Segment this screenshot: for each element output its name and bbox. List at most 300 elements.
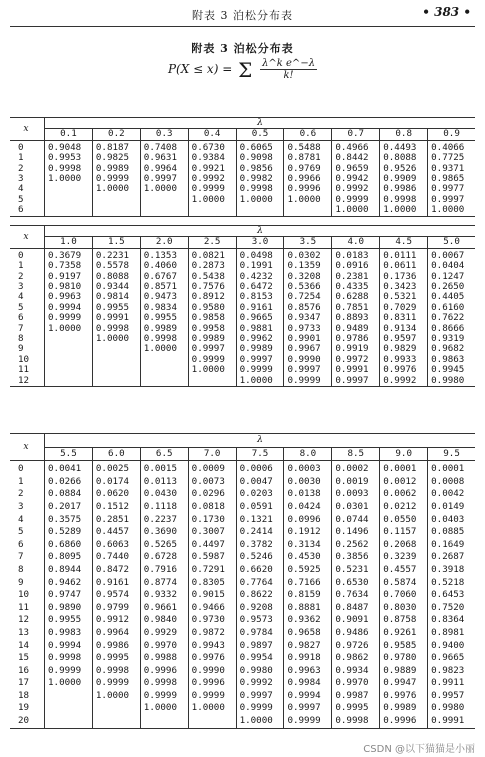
probability-cell: 0.6288 — [332, 292, 380, 302]
probability-cell: 0.9921 — [188, 164, 236, 174]
probability-cell: 0.3782 — [236, 539, 284, 552]
probability-cell: 0.9998 — [92, 665, 140, 678]
probability-cell: 0.9954 — [236, 652, 284, 665]
lambda-column-header: 9.0 — [380, 447, 428, 461]
probability-cell: 0.9840 — [140, 614, 188, 627]
probability-cell: 0.9730 — [188, 614, 236, 627]
table-row — [10, 702, 475, 715]
probability-cell: 0.1912 — [284, 526, 332, 539]
probability-cell: 0.0744 — [332, 514, 380, 527]
probability-cell: 0.9977 — [431, 183, 465, 195]
probability-cell — [92, 376, 140, 387]
probability-cell: 0.9989 — [380, 702, 428, 715]
probability-cell: 0.9631 — [140, 153, 188, 163]
probability-cell: 0.0001 — [431, 463, 465, 475]
lambda-column-header: 0.4 — [188, 129, 236, 140]
probability-cell: 0.6065 — [236, 140, 284, 153]
probability-cell: 0.2851 — [92, 514, 140, 527]
probability-cell: 0.9983 — [45, 627, 93, 640]
probability-cell: 0.7520 — [431, 601, 465, 613]
probability-cell — [188, 205, 236, 216]
x-value: 5 — [10, 303, 45, 313]
probability-cell: 0.9999 — [284, 376, 332, 387]
probability-cell: 0.9574 — [92, 589, 140, 602]
probability-cell: 0.9665 — [431, 652, 465, 664]
probability-cell: 0.8364 — [431, 614, 465, 626]
probability-cell: 0.9980 — [236, 665, 284, 678]
probability-cell: 0.9726 — [332, 640, 380, 653]
lambda-column-header: 9.5 — [428, 447, 475, 461]
lambda-column-header: 4.0 — [332, 237, 380, 248]
probability-cell: 0.9996 — [284, 184, 332, 194]
probability-cell: 0.0015 — [140, 461, 188, 476]
lambda-column-header: 8.0 — [284, 447, 332, 461]
lambda-column-header: 7.5 — [236, 447, 284, 461]
probability-cell: 0.9912 — [92, 614, 140, 627]
probability-cell: 0.9999 — [188, 355, 236, 365]
probability-cell: 0.8912 — [188, 292, 236, 302]
probability-cell: 0.9863 — [431, 353, 465, 365]
probability-cell: 0.9988 — [140, 652, 188, 665]
probability-cell: 0.9955 — [92, 303, 140, 313]
probability-cell: 0.5925 — [284, 564, 332, 577]
probability-cell: 0.9919 — [332, 344, 380, 354]
probability-cell: 0.9989 — [188, 334, 236, 344]
probability-cell: 0.9197 — [45, 272, 93, 282]
probability-cell: 0.4405 — [431, 291, 465, 303]
probability-cell: 0.9990 — [188, 665, 236, 678]
probability-cell: 0.9955 — [140, 313, 188, 323]
probability-cell: 0.0203 — [236, 488, 284, 501]
probability-cell — [45, 702, 93, 715]
probability-cell — [188, 376, 236, 387]
probability-cell: 0.9986 — [92, 640, 140, 653]
probability-cell — [45, 690, 93, 703]
probability-cell: 0.9970 — [140, 640, 188, 653]
probability-cell: 0.9371 — [431, 162, 465, 174]
probability-cell: 0.9997 — [236, 690, 284, 703]
probability-cell: 0.9661 — [140, 602, 188, 615]
probability-cell: 0.0821 — [188, 248, 236, 261]
probability-cell: 0.7851 — [332, 303, 380, 313]
probability-cell: 0.0424 — [284, 501, 332, 514]
probability-cell: 0.6453 — [431, 589, 465, 601]
probability-cell — [92, 365, 140, 375]
probability-cell: 0.9992 — [380, 376, 428, 387]
table-row — [10, 602, 475, 615]
probability-cell — [236, 205, 284, 216]
probability-cell: 0.9987 — [332, 690, 380, 703]
probability-cell: 0.2237 — [140, 514, 188, 527]
poisson-formula — [0, 58, 485, 88]
x-value: 3 — [10, 501, 45, 514]
probability-cell: 0.9990 — [284, 355, 332, 365]
probability-cell: 0.1359 — [284, 261, 332, 271]
probability-cell: 0.9526 — [380, 164, 428, 174]
probability-cell: 0.9972 — [332, 355, 380, 365]
probability-cell: 0.0047 — [236, 476, 284, 489]
probability-cell — [45, 715, 93, 728]
probability-cell: 0.5874 — [380, 577, 428, 590]
probability-cell: 1.0000 — [188, 365, 236, 375]
probability-cell: 0.8893 — [332, 313, 380, 323]
x-value: 7 — [10, 551, 45, 564]
probability-cell: 0.9780 — [380, 652, 428, 665]
probability-cell: 0.9998 — [332, 715, 380, 728]
probability-cell — [140, 376, 188, 387]
probability-cell: 0.8442 — [332, 153, 380, 163]
probability-cell — [92, 195, 140, 205]
lambda-column-header: 0.6 — [284, 129, 332, 140]
probability-cell: 0.0002 — [332, 461, 380, 476]
probability-cell: 0.9989 — [140, 324, 188, 334]
probability-cell: 0.5438 — [188, 272, 236, 282]
probability-cell: 0.0591 — [236, 501, 284, 514]
probability-cell: 0.8622 — [236, 589, 284, 602]
probability-cell: 0.9489 — [332, 324, 380, 334]
probability-cell: 0.9814 — [92, 292, 140, 302]
probability-cell: 0.0113 — [140, 476, 188, 489]
formula-numerator: λ^k e^−λ — [262, 58, 316, 69]
probability-cell: 0.8088 — [380, 153, 428, 163]
probability-cell: 0.9999 — [236, 365, 284, 375]
x-value: 4 — [10, 514, 45, 527]
probability-cell: 0.0001 — [380, 461, 428, 476]
probability-cell: 0.9091 — [332, 614, 380, 627]
probability-cell: 0.6728 — [140, 551, 188, 564]
probability-cell: 0.9998 — [92, 324, 140, 334]
probability-cell: 0.2017 — [45, 501, 93, 514]
probability-cell: 0.8944 — [45, 564, 93, 577]
lambda-header: λ — [45, 226, 476, 237]
probability-cell: 0.9955 — [45, 614, 93, 627]
probability-cell: 0.2231 — [92, 248, 140, 261]
probability-cell: 0.0996 — [284, 514, 332, 527]
probability-cell: 0.9994 — [45, 303, 93, 313]
probability-cell: 0.0093 — [332, 488, 380, 501]
probability-cell: 1.0000 — [45, 324, 93, 334]
probability-cell: 0.9319 — [431, 333, 465, 345]
lambda-column-header: 0.8 — [380, 129, 428, 140]
probability-cell: 0.0006 — [236, 461, 284, 476]
probability-cell: 0.9998 — [45, 164, 93, 174]
probability-cell: 0.9933 — [380, 355, 428, 365]
probability-cell: 0.0404 — [431, 260, 465, 272]
probability-cell: 0.9161 — [92, 577, 140, 590]
probability-cell: 0.5218 — [431, 576, 465, 588]
probability-cell: 0.8881 — [284, 602, 332, 615]
probability-cell: 0.1649 — [431, 538, 465, 550]
probability-cell: 0.5987 — [188, 551, 236, 564]
x-value: 8 — [10, 564, 45, 577]
probability-cell — [45, 184, 93, 194]
probability-cell: 0.0498 — [236, 248, 284, 261]
x-value: 8 — [10, 334, 45, 344]
probability-cell: 0.0042 — [431, 488, 465, 500]
probability-cell: 0.3690 — [140, 526, 188, 539]
probability-cell: 0.9998 — [380, 195, 428, 205]
x-value: 1 — [10, 261, 45, 271]
probability-cell: 1.0000 — [140, 702, 188, 715]
probability-cell: 0.9825 — [92, 153, 140, 163]
poisson-table-3 — [10, 433, 475, 729]
probability-cell: 0.8774 — [140, 577, 188, 590]
x-value: 9 — [10, 344, 45, 354]
probability-cell: 0.8095 — [45, 551, 93, 564]
probability-cell: 0.9999 — [140, 690, 188, 703]
probability-cell: 0.0111 — [380, 248, 428, 261]
probability-cell: 0.9362 — [284, 614, 332, 627]
x-value: 1 — [10, 153, 45, 163]
probability-cell: 0.0550 — [380, 514, 428, 527]
probability-cell: 0.9585 — [380, 640, 428, 653]
probability-cell: 0.7725 — [431, 152, 465, 164]
probability-cell: 0.9980 — [431, 374, 465, 386]
probability-cell: 0.9964 — [92, 627, 140, 640]
x-value: 1 — [10, 476, 45, 489]
probability-cell — [140, 365, 188, 375]
probability-cell: 1.0000 — [188, 702, 236, 715]
probability-cell: 0.7440 — [92, 551, 140, 564]
probability-cell: 0.9999 — [92, 677, 140, 690]
table-row — [10, 665, 475, 678]
probability-cell: 0.5321 — [380, 292, 428, 302]
probability-cell: 0.7358 — [45, 261, 93, 271]
probability-cell: 0.1730 — [188, 514, 236, 527]
probability-cell: 1.0000 — [236, 376, 284, 387]
probability-cell: 0.9963 — [284, 665, 332, 678]
probability-cell — [45, 365, 93, 375]
x-value: 10 — [10, 355, 45, 365]
probability-cell: 0.9995 — [332, 702, 380, 715]
probability-cell: 0.3918 — [431, 563, 465, 575]
x-value: 6 — [10, 313, 45, 323]
probability-cell: 0.0073 — [188, 476, 236, 489]
probability-cell: 0.8666 — [431, 322, 465, 334]
probability-cell: 0.3856 — [332, 551, 380, 564]
probability-cell: 0.9999 — [45, 665, 93, 678]
lambda-column-header: 0.9 — [428, 129, 475, 140]
probability-cell: 0.9659 — [332, 164, 380, 174]
probability-cell: 0.9957 — [431, 689, 465, 701]
probability-cell: 0.9462 — [45, 577, 93, 590]
x-value: 4 — [10, 184, 45, 194]
lambda-column-header: 1.5 — [92, 237, 140, 248]
lambda-column-header: 1.0 — [45, 237, 93, 248]
poisson-table-2 — [10, 225, 475, 387]
lambda-column-header: 0.1 — [45, 129, 93, 140]
x-value: 3 — [10, 282, 45, 292]
probability-cell: 0.9962 — [236, 334, 284, 344]
probability-cell: 0.5231 — [332, 564, 380, 577]
probability-cell: 0.9982 — [236, 174, 284, 184]
probability-cell — [45, 355, 93, 365]
probability-cell: 0.9994 — [45, 640, 93, 653]
probability-cell: 0.5578 — [92, 261, 140, 271]
table-row — [10, 551, 475, 564]
probability-cell: 0.9999 — [188, 184, 236, 194]
probability-cell: 1.0000 — [431, 204, 465, 216]
probability-cell: 0.0012 — [380, 476, 428, 489]
probability-cell: 0.4497 — [188, 539, 236, 552]
probability-cell: 1.0000 — [332, 205, 380, 216]
probability-cell: 0.9976 — [380, 365, 428, 375]
probability-cell: 0.0019 — [332, 476, 380, 489]
probability-cell: 0.9048 — [45, 140, 93, 153]
lambda-header: λ — [45, 118, 476, 129]
probability-cell: 0.0885 — [431, 526, 465, 538]
probability-cell — [92, 715, 140, 728]
probability-cell: 0.3134 — [284, 539, 332, 552]
probability-cell: 0.0430 — [140, 488, 188, 501]
probability-cell: 0.9784 — [236, 627, 284, 640]
probability-cell: 0.9992 — [332, 184, 380, 194]
probability-cell: 0.7254 — [284, 292, 332, 302]
probability-cell: 0.3423 — [380, 282, 428, 292]
probability-cell: 0.9947 — [380, 677, 428, 690]
table-row — [10, 476, 475, 489]
probability-cell: 0.4335 — [332, 282, 380, 292]
table-row — [10, 627, 475, 640]
probability-cell: 0.2381 — [332, 272, 380, 282]
probability-cell: 0.0611 — [380, 261, 428, 271]
probability-cell: 0.9208 — [236, 602, 284, 615]
probability-cell: 0.9997 — [188, 344, 236, 354]
poisson-table-1 — [10, 117, 475, 217]
lambda-column-header: 3.0 — [236, 237, 284, 248]
x-value: 13 — [10, 627, 45, 640]
probability-cell: 0.1496 — [332, 526, 380, 539]
probability-cell — [92, 205, 140, 216]
lambda-header-row — [10, 434, 475, 448]
x-value: 12 — [10, 614, 45, 627]
x-value: 5 — [10, 195, 45, 205]
probability-cell: 1.0000 — [380, 205, 428, 216]
probability-cell — [45, 195, 93, 205]
probability-cell: 1.0000 — [92, 690, 140, 703]
probability-cell: 1.0000 — [92, 184, 140, 194]
probability-cell: 0.9998 — [140, 334, 188, 344]
probability-cell: 0.0025 — [92, 461, 140, 476]
probability-cell: 0.4966 — [332, 140, 380, 153]
lambda-values-row — [10, 129, 475, 140]
summation-sign: Σ — [238, 58, 253, 82]
x-value: 7 — [10, 324, 45, 334]
probability-cell: 0.1118 — [140, 501, 188, 514]
lambda-column-header: 0.5 — [236, 129, 284, 140]
probability-cell: 0.9934 — [332, 665, 380, 678]
probability-cell: 0.2562 — [332, 539, 380, 552]
probability-cell: 0.7622 — [431, 312, 465, 324]
probability-cell: 0.9991 — [431, 715, 465, 727]
x-header: x — [10, 118, 45, 141]
probability-cell: 0.9996 — [188, 677, 236, 690]
probability-cell: 0.9967 — [284, 344, 332, 354]
probability-cell: 0.6530 — [332, 577, 380, 590]
x-value: 10 — [10, 589, 45, 602]
probability-cell: 0.5289 — [45, 526, 93, 539]
probability-cell: 0.3007 — [188, 526, 236, 539]
probability-cell: 0.9332 — [140, 589, 188, 602]
probability-cell: 0.9999 — [92, 174, 140, 184]
probability-cell: 0.8781 — [284, 153, 332, 163]
x-value: 14 — [10, 640, 45, 653]
probability-cell: 0.0884 — [45, 488, 93, 501]
probability-cell — [45, 376, 93, 387]
probability-cell: 0.2873 — [188, 261, 236, 271]
probability-cell: 0.3208 — [284, 272, 332, 282]
probability-cell: 0.1321 — [236, 514, 284, 527]
probability-cell: 0.4493 — [380, 140, 428, 153]
probability-cell: 0.0296 — [188, 488, 236, 501]
lambda-column-header: 0.2 — [92, 129, 140, 140]
probability-cell: 0.9344 — [92, 282, 140, 292]
probability-cell: 0.9834 — [140, 303, 188, 313]
probability-cell: 0.0818 — [188, 501, 236, 514]
probability-cell: 1.0000 — [45, 174, 93, 184]
probability-cell: 0.5265 — [140, 539, 188, 552]
probability-cell: 0.9810 — [45, 282, 93, 292]
table-row — [10, 589, 475, 602]
probability-cell: 0.2414 — [236, 526, 284, 539]
probability-cell: 0.9966 — [284, 174, 332, 184]
probability-cell: 0.9889 — [380, 665, 428, 678]
probability-cell: 0.9858 — [188, 313, 236, 323]
probability-cell: 0.6620 — [236, 564, 284, 577]
probability-cell: 1.0000 — [45, 677, 93, 690]
probability-cell: 0.8159 — [284, 589, 332, 602]
x-value: 9 — [10, 577, 45, 590]
x-value: 3 — [10, 174, 45, 184]
probability-cell: 1.0000 — [236, 715, 284, 728]
probability-cell: 0.8311 — [380, 313, 428, 323]
probability-cell — [284, 205, 332, 216]
table-row — [10, 640, 475, 653]
lambda-column-header: 5.0 — [428, 237, 475, 248]
probability-cell: 0.9999 — [236, 702, 284, 715]
x-value: 16 — [10, 665, 45, 678]
probability-cell: 0.9827 — [284, 640, 332, 653]
probability-cell — [92, 355, 140, 365]
probability-cell: 0.9261 — [380, 627, 428, 640]
probability-cell — [140, 355, 188, 365]
probability-cell: 0.9098 — [236, 153, 284, 163]
probability-cell: 0.9996 — [140, 665, 188, 678]
lambda-column-header: 7.0 — [188, 447, 236, 461]
probability-cell: 0.0062 — [380, 488, 428, 501]
probability-cell — [45, 334, 93, 344]
probability-cell: 0.8153 — [236, 292, 284, 302]
table-row — [10, 690, 475, 703]
probability-cell: 0.9999 — [188, 690, 236, 703]
probability-cell: 0.7576 — [188, 282, 236, 292]
probability-cell: 0.9992 — [236, 677, 284, 690]
table-row — [10, 461, 475, 476]
probability-cell: 0.0620 — [92, 488, 140, 501]
probability-cell: 0.8487 — [332, 602, 380, 615]
formula-fraction — [260, 58, 317, 81]
probability-cell: 0.0403 — [431, 513, 465, 525]
probability-cell: 0.9997 — [431, 193, 465, 205]
probability-cell: 0.9829 — [380, 344, 428, 354]
x-value: 11 — [10, 602, 45, 615]
probability-cell: 0.2687 — [431, 551, 465, 563]
probability-cell: 0.9980 — [431, 702, 465, 714]
probability-cell: 0.8088 — [92, 272, 140, 282]
probability-cell: 0.9384 — [188, 153, 236, 163]
probability-cell: 0.3239 — [380, 551, 428, 564]
probability-cell: 0.0149 — [431, 500, 465, 512]
